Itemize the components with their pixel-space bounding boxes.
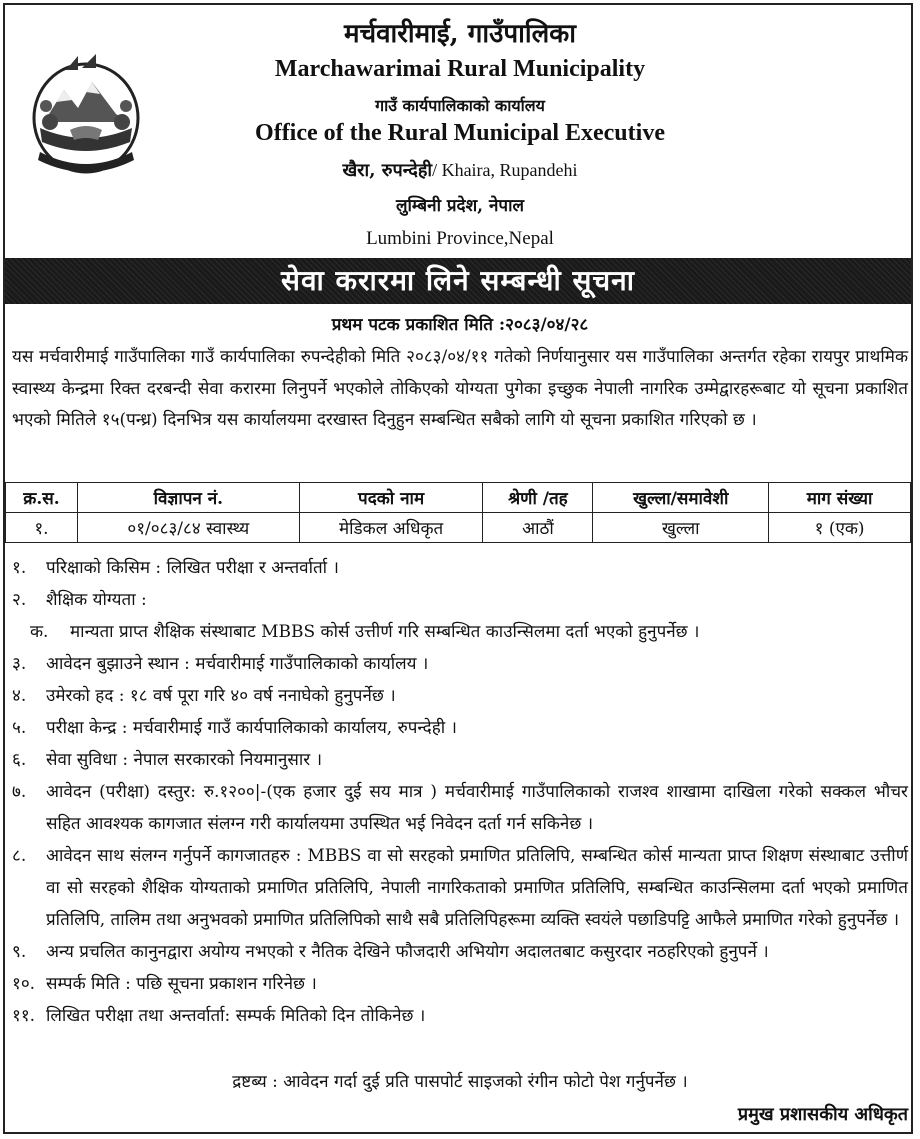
requirements-list xyxy=(12,552,908,1032)
item-number: ५. xyxy=(12,718,27,738)
item-text: मान्यता प्राप्त शैक्षिक संस्थाबाट MBBS कोर्स उत्तीर्ण गरि सम्बन्धित काउन्सिलमा दर्ता भएको हुनुपर्नेछ । xyxy=(70,622,700,642)
item-number: ६. xyxy=(12,750,27,770)
list-item xyxy=(12,584,908,616)
item-number: १०. xyxy=(12,974,36,994)
item-number: १. xyxy=(12,558,27,578)
address-np: खैरा, रुपन्देही xyxy=(342,160,433,181)
list-subitem xyxy=(12,616,908,648)
table-row xyxy=(6,513,911,543)
item-text: परिक्षाको किसिम : लिखित परीक्षा र अन्तर्वार्ता । xyxy=(46,558,339,578)
item-text: परीक्षा केन्द्र : मर्चवारीमाई गाउँ कार्यपालिकाको कार्यालय, रुपन्देही । xyxy=(46,718,457,738)
province-np: लुम्बिनी प्रदेश, नेपाल xyxy=(395,196,525,216)
table-header-cell: पदको नाम xyxy=(299,483,483,513)
table-header-cell: खुल्ला/समावेशी xyxy=(593,483,769,513)
item-number: ११. xyxy=(12,1006,36,1026)
table-cell: मेडिकल अधिकृत xyxy=(299,513,483,543)
list-item xyxy=(12,744,908,776)
address xyxy=(150,158,770,182)
item-number: ८. xyxy=(12,846,27,866)
table-header-cell: क्र.स. xyxy=(6,483,78,513)
list-item xyxy=(12,776,908,840)
item-text: लिखित परीक्षा तथा अन्तर्वार्ता: सम्पर्क मितिको दिन तोकिनेछ । xyxy=(46,1006,426,1026)
item-text: आवेदन (परीक्षा) दस्तुर: रु.१२००|-(एक हजार दुई सय मात्र ) मर्चवारीमाई गाउँपालिकाको राजश्व शाखामा दाखिला गरेको सक्कल भौचर सहित आवश्यक कागजात संलग्न गरी कार्यालयमा उपस्थित भई निवेदन दर्ता गर्न सकिनेछ । xyxy=(46,782,908,834)
table-cell: १ (एक) xyxy=(769,513,911,543)
list-item xyxy=(12,552,908,584)
list-item xyxy=(12,936,908,968)
table-header-cell: माग संख्या xyxy=(769,483,911,513)
address-en: / Khaira, Rupandehi xyxy=(432,160,578,180)
list-item xyxy=(12,840,908,936)
table-cell: खुल्ला xyxy=(593,513,769,543)
government-emblem-icon xyxy=(26,52,146,178)
table-header-row xyxy=(6,483,911,513)
table-header-cell: श्रेणी /तह xyxy=(483,483,593,513)
item-text: उमेरको हद : १८ वर्ष पूरा गरि ४० वर्ष ननाघेको हुनुपर्नेछ । xyxy=(46,686,396,706)
vacancy-table xyxy=(5,482,911,543)
list-item xyxy=(12,968,908,1000)
table-cell: आठौं xyxy=(483,513,593,543)
item-text: आवेदन बुझाउने स्थान : मर्चवारीमाई गाउँपालिकाको कार्यालय । xyxy=(46,654,429,674)
item-number: ९. xyxy=(12,942,27,962)
intro-paragraph: यस मर्चवारीमाई गाउँपालिका गाउँ कार्यपालिका रुपन्देहीको मिति २०८३/०४/११ गतेको निर्णयानुसार यस गाउँपालिका अन्तर्गत रहेका रायपुर प्राथमिक स्वास्थ्य केन्द्रमा रिक्त दरबन्दी सेवा करारमा लिनुपर्ने भएकोले तोकिएको योग्यता पुगेका इच्छुक नेपाली नागरिक उम्मेद्वारहरूबाट यो सूचना प्रकाशित भएको मितिले १५(पन्ध्र) दिनभित्र यस कार्यालयमा दरखास्त दिनुहुन सम्बन्धित सबैको लागि यो सूचना प्रकाशित गरिएको छ । xyxy=(12,347,908,430)
item-text: शैक्षिक योग्यता : xyxy=(46,590,147,610)
item-number: ३. xyxy=(12,654,27,674)
municipality-name-en: Marchawarimai Rural Municipality xyxy=(274,56,646,82)
list-item xyxy=(12,1000,908,1032)
item-number: ४. xyxy=(12,686,27,706)
item-text: सेवा सुविधा : नेपाल सरकारको नियमानुसार । xyxy=(46,750,323,770)
list-item xyxy=(12,712,908,744)
province-en: Lumbini Province,Nepal xyxy=(366,228,554,249)
list-item xyxy=(12,648,908,680)
table-cell: १. xyxy=(6,513,78,543)
list-item xyxy=(12,680,908,712)
table-header-cell: विज्ञापन नं. xyxy=(77,483,299,513)
item-number: क. xyxy=(30,622,49,642)
signatory-title: प्रमुख प्रशासकीय अधिकृत xyxy=(737,1104,908,1125)
notice-title-banner: सेवा करारमा लिने सम्बन्धी सूचना xyxy=(5,258,911,304)
publication-date: प्रथम पटक प्रकाशित मिति :२०८३/०४/२८ xyxy=(331,315,589,335)
office-name-en: Office of the Rural Municipal Executive xyxy=(255,120,665,146)
item-text: आवेदन साथ संलग्न गर्नुपर्ने कागजातहरु : MBBS वा सो सरहको प्रमाणित प्रतिलिपि, सम्बन्धित कोर्स मान्यता प्राप्त शिक्षण संस्थाबाट उत्तीर्ण वा सो सरहको शैक्षिक योग्यताको प्रमाणित प्रतिलिपि, नेपाली नागरिकताको प्रमाणित प्रतिलिपि, सम्बन्धित काउन्सिलमा दर्ता भएको प्रमाणित प्रतिलिपि, तालिम तथा अनुभवको प्रमाणित प्रतिलिपिको साथै सबै प्रतिलिपिहरूमा व्यक्ति स्वयंले पछाडिपट्टि आफैले प्रमाणित गरेको हुनुपर्नेछ । xyxy=(46,846,908,930)
photo-note: द्रष्टब्य : आवेदन गर्दा दुई प्रति पासपोर्ट साइजको रंगीन फोटो पेश गर्नुपर्नेछ । xyxy=(232,1072,688,1092)
item-text: अन्य प्रचलित कानुनद्वारा अयोग्य नभएको र नैतिक देखिने फौजदारी अभियोग अदालतबाट कसुरदार नठहरिएको हुनुपर्ने । xyxy=(46,942,769,962)
table-cell: ०१/०८३/८४ स्वास्थ्य xyxy=(77,513,299,543)
item-text: सम्पर्क मिति : पछि सूचना प्रकाशन गरिनेछ । xyxy=(46,974,317,994)
office-name-np: गाउँ कार्यपालिकाको कार्यालय xyxy=(375,96,545,115)
municipality-name-np: मर्चवारीमाई, गाउँपालिका xyxy=(344,19,576,49)
item-number: ७. xyxy=(12,782,27,802)
item-number: २. xyxy=(12,590,27,610)
